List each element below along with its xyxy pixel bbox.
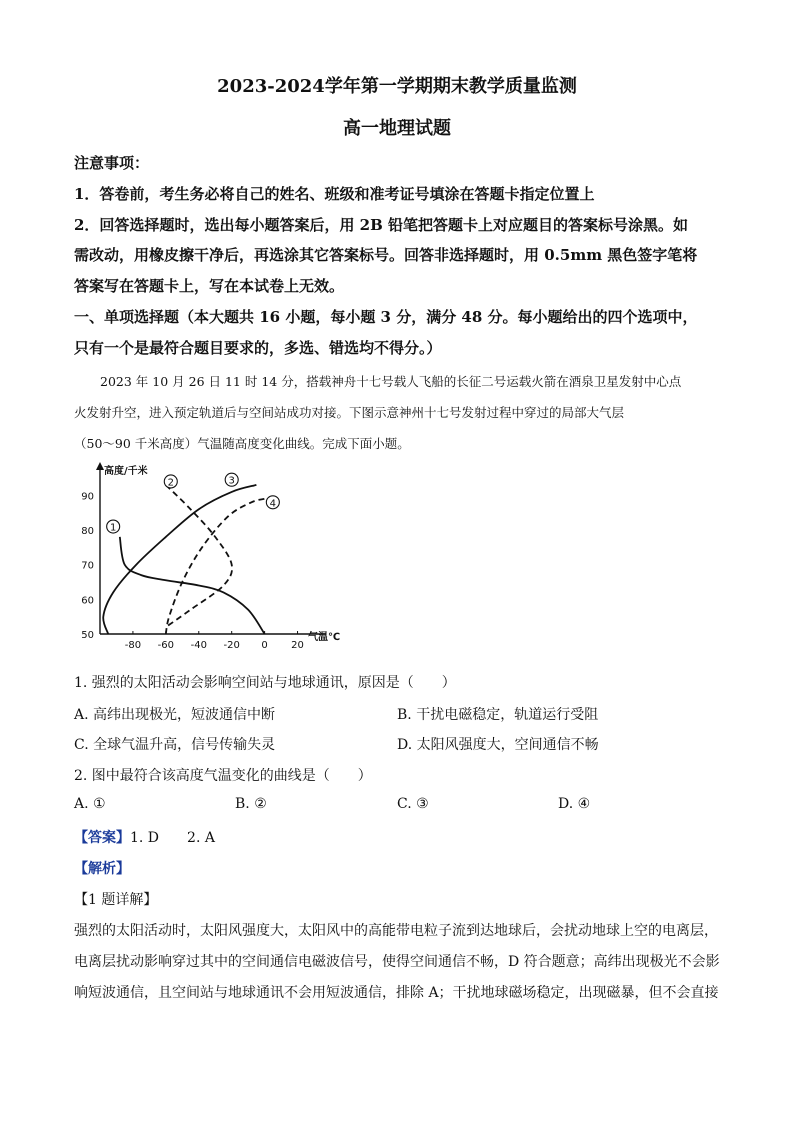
passage-line-1: 2023 年 10 月 26 日 11 时 14 分，搭载神舟十七号载人飞船的长征二号运载火箭在酒泉卫星发射中心点 bbox=[100, 374, 682, 389]
y-axis-arrow bbox=[96, 462, 104, 470]
series-label-2: 2 bbox=[167, 477, 174, 489]
question-1-option-a: A. 高纬出现极光，短波通信中断 bbox=[74, 707, 276, 723]
series-label-4: 4 bbox=[269, 498, 277, 510]
series-line-4 bbox=[166, 499, 265, 634]
question-1-option-c: C. 全球气温升高，信号传输失灵 bbox=[74, 737, 276, 753]
notice-heading: 注意事项： bbox=[74, 154, 150, 172]
series-line-3 bbox=[103, 485, 256, 634]
passage-line-3: （50～90 千米高度）气温随高度变化曲线。完成下面小题。 bbox=[74, 436, 410, 451]
y-tick-label: 90 bbox=[81, 491, 94, 503]
answer-tag: 【答案】 bbox=[74, 830, 130, 846]
question-1-option-b: B. 干扰电磁稳定，轨道运行受阻 bbox=[397, 707, 599, 723]
series-line-1 bbox=[120, 537, 265, 634]
question-2-option-c: C. ③ bbox=[397, 796, 429, 812]
passage-line-2: 火发射升空，进入预定轨道后与空间站成功对接。下图示意神州十七号发射过程中穿过的局部大气层 bbox=[74, 405, 625, 420]
answer-value: 1. D 2. A bbox=[130, 830, 215, 846]
series-label-3: 3 bbox=[228, 475, 235, 487]
y-tick-label: 70 bbox=[81, 560, 94, 572]
question-2-option-b: B. ② bbox=[235, 796, 267, 812]
answer-line bbox=[74, 827, 734, 847]
section-heading-line-2: 只有一个是最符合题目要求的，多选、错选均不得分。） bbox=[74, 339, 442, 357]
notice-item-2-line-2: 需改动，用橡皮擦干净后，再选涂其它答案标号。回答非选择题时，用 0.5mm 黑色签字笔将 bbox=[74, 246, 698, 264]
series-line-2 bbox=[166, 485, 232, 627]
exam-title: 2023-2024学年第一学期期末教学质量监测 bbox=[217, 76, 577, 97]
x-tick-label: -60 bbox=[157, 640, 175, 651]
analysis-line-1: 强烈的太阳活动时，太阳风强度大，太阳风中的高能带电粒子流到达地球后，会扰动地球上空的电离层， bbox=[74, 923, 718, 939]
notice-item-2-line-3: 答案写在答题卡上，写在本试卷上无效。 bbox=[74, 277, 345, 295]
x-tick-label: 20 bbox=[291, 640, 304, 651]
question-1-option-d: D. 太阳风强度大，空间通信不畅 bbox=[397, 737, 599, 753]
y-tick-label: 50 bbox=[81, 630, 94, 641]
question-2-stem: 2. 图中最符合该高度气温变化的曲线是（ ） bbox=[74, 768, 372, 784]
x-tick-label: -40 bbox=[190, 640, 207, 651]
series-label-1: 1 bbox=[109, 522, 117, 534]
y-tick-label: 60 bbox=[81, 595, 94, 607]
analysis-q1-tag: 【1 题详解】 bbox=[74, 892, 158, 908]
exam-subtitle: 高一地理试题 bbox=[343, 118, 451, 139]
x-tick-label: -80 bbox=[124, 640, 142, 651]
question-2-option-d: D. ④ bbox=[558, 796, 591, 812]
analysis-tag: 【解析】 bbox=[74, 861, 130, 877]
x-axis-label: 气温℃ bbox=[308, 632, 341, 643]
temperature-altitude-chart bbox=[74, 460, 364, 660]
section-heading-line-1: 一、单项选择题（本大题共 16 小题，每小题 3 分，满分 48 分。每小题给出的四个选项中， bbox=[74, 308, 698, 326]
analysis-line-2: 电离层扰动影响穿过其中的空间通信电磁波信号，使得空间通信不畅，D 符合题意；高纬出现极光不会影 bbox=[74, 954, 720, 970]
x-tick-label: -20 bbox=[223, 640, 240, 651]
x-tick-label: 0 bbox=[261, 640, 268, 651]
notice-item-1: 1．答卷前，考生务必将自己的姓名、班级和准考证号填涂在答题卡指定位置上 bbox=[74, 185, 595, 203]
question-1-stem: 1. 强烈的太阳活动会影响空间站与地球通讯，原因是（ ） bbox=[74, 675, 456, 691]
analysis-line-3: 响短波通信，且空间站与地球通讯不会用短波通信，排除 A；干扰地球磁场稳定，出现磁暴，但不会直接 bbox=[74, 985, 719, 1001]
y-axis-label: 高度/千米 bbox=[104, 466, 148, 477]
y-tick-label: 80 bbox=[81, 526, 94, 537]
notice-item-2-line-1: 2．回答选择题时，选出每小题答案后，用 2B 铅笔把答题卡上对应题目的答案标号涂黑。如 bbox=[74, 216, 689, 234]
question-2-option-a: A. ① bbox=[74, 796, 106, 812]
